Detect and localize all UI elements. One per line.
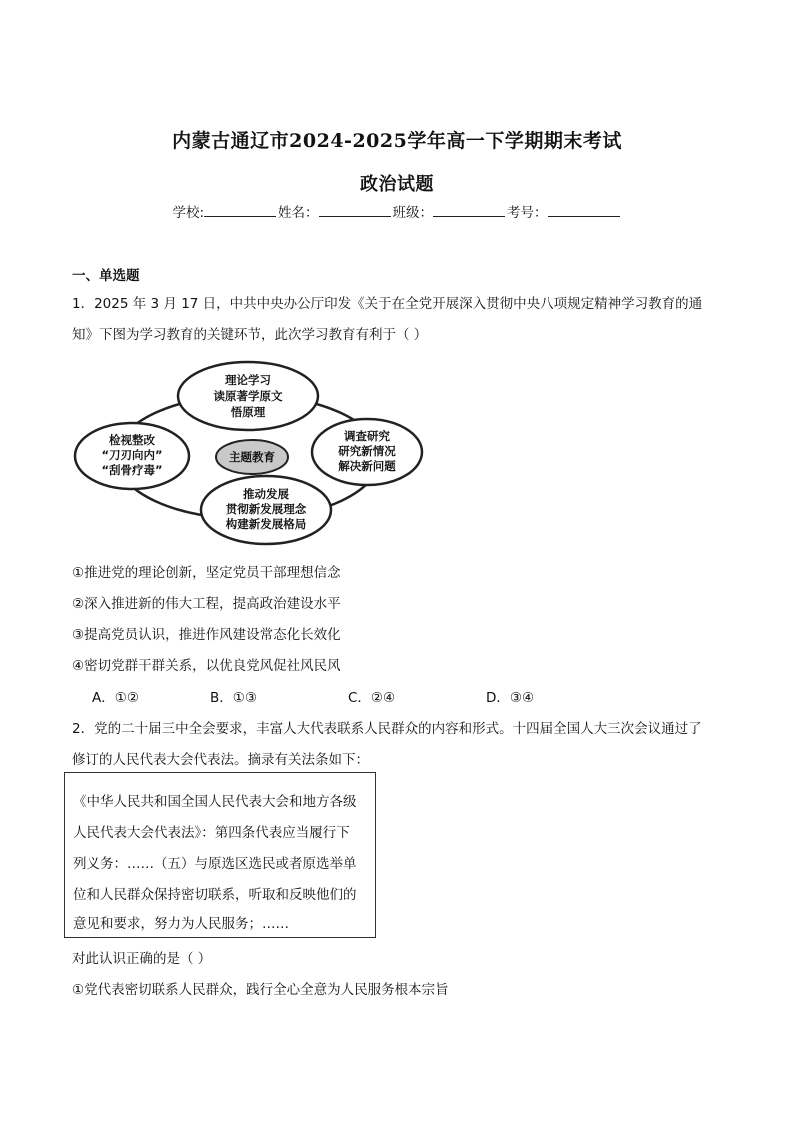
left-line1: 检视整改 xyxy=(109,433,155,447)
q1-option-b[interactable]: B．①③ xyxy=(210,690,257,706)
law-excerpt-line3: 列义务：……（五）与原选区选民或者原选举单 xyxy=(73,856,357,872)
class-label: 班级： xyxy=(392,205,434,221)
bottom-line2: 贯彻新发展理念 xyxy=(225,502,307,516)
q2-prompt: 对此认识正确的是（ ） xyxy=(72,951,212,967)
section-heading: 一、单选题 xyxy=(72,268,140,284)
q1-option-d[interactable]: D．③④ xyxy=(486,690,535,706)
law-excerpt-line1: 《中华人民共和国全国人民代表大会和地方各级 xyxy=(73,794,357,810)
right-line2: 研究新情况 xyxy=(338,444,396,458)
bottom-line1: 推动发展 xyxy=(243,487,289,501)
exam-number-blank[interactable] xyxy=(548,204,620,217)
class-blank[interactable] xyxy=(433,204,505,217)
exam-title: 内蒙古通辽市2024-2025学年高一下学期期末考试 xyxy=(172,130,622,152)
q1-option-a[interactable]: A．①② xyxy=(92,690,139,706)
study-education-diagram xyxy=(72,360,424,550)
name-label: 姓名： xyxy=(278,205,319,221)
law-excerpt-line2: 人民代表大会代表法》：第四条代表应当履行下 xyxy=(73,825,350,841)
q2-statement-1: ①党代表密切联系人民群众，践行全心全意为人民服务根本宗旨 xyxy=(72,982,449,998)
q1-stem-line2: 知》下图为学习教育的关键环节，此次学习教育有利于（ ） xyxy=(72,327,428,343)
right-line1: 调查研究 xyxy=(344,429,390,443)
right-line3: 解决新问题 xyxy=(338,459,396,473)
left-line3: “刮骨疗毒” xyxy=(101,463,163,477)
q1-statement-2: ②深入推进新的伟大工程，提高政治建设水平 xyxy=(72,596,341,612)
law-excerpt-box xyxy=(64,772,376,938)
bottom-line3: 构建新发展格局 xyxy=(225,517,307,531)
exam-subtitle: 政治试题 xyxy=(360,174,434,195)
q1-statement-4: ④密切党群干群关系，以优良党风促社风民风 xyxy=(72,658,341,674)
q2-stem-line1: 2．党的二十届三中全会要求，丰富人大代表联系人民群众的内容和形式。十四届全国人大三次会议通过了 xyxy=(72,721,702,737)
school-blank[interactable] xyxy=(204,204,276,217)
top-line2: 读原著学原文 xyxy=(213,389,283,403)
left-line2: “刀刃向内” xyxy=(101,448,163,462)
top-line3: 悟原理 xyxy=(230,405,266,419)
exam-number-label: 考号： xyxy=(507,205,548,221)
q1-statement-1: ①推进党的理论创新，坚定党员干部理想信念 xyxy=(72,565,341,581)
q2-stem-line2: 修订的人民代表大会代表法。摘录有关法条如下： xyxy=(72,752,369,768)
law-excerpt-line5: 意见和要求，努力为人民服务；…… xyxy=(73,916,289,932)
law-excerpt-line4: 位和人民群众保持密切联系，听取和反映他们的 xyxy=(73,887,357,903)
name-blank[interactable] xyxy=(319,204,391,217)
student-info-row xyxy=(0,201,794,221)
school-label: 学校: xyxy=(172,205,205,221)
q1-statement-3: ③提高党员认识，推进作风建设常态化长效化 xyxy=(72,627,341,643)
q1-option-c[interactable]: C．②④ xyxy=(348,690,396,706)
q1-stem-line1: 1．2025 年 3 月 17 日，中共中央办公厅印发《关于在全党开展深入贯彻中央八项规定精神学习教育的通 xyxy=(72,296,703,312)
center-label: 主题教育 xyxy=(229,450,275,464)
top-line1: 理论学习 xyxy=(225,373,271,387)
